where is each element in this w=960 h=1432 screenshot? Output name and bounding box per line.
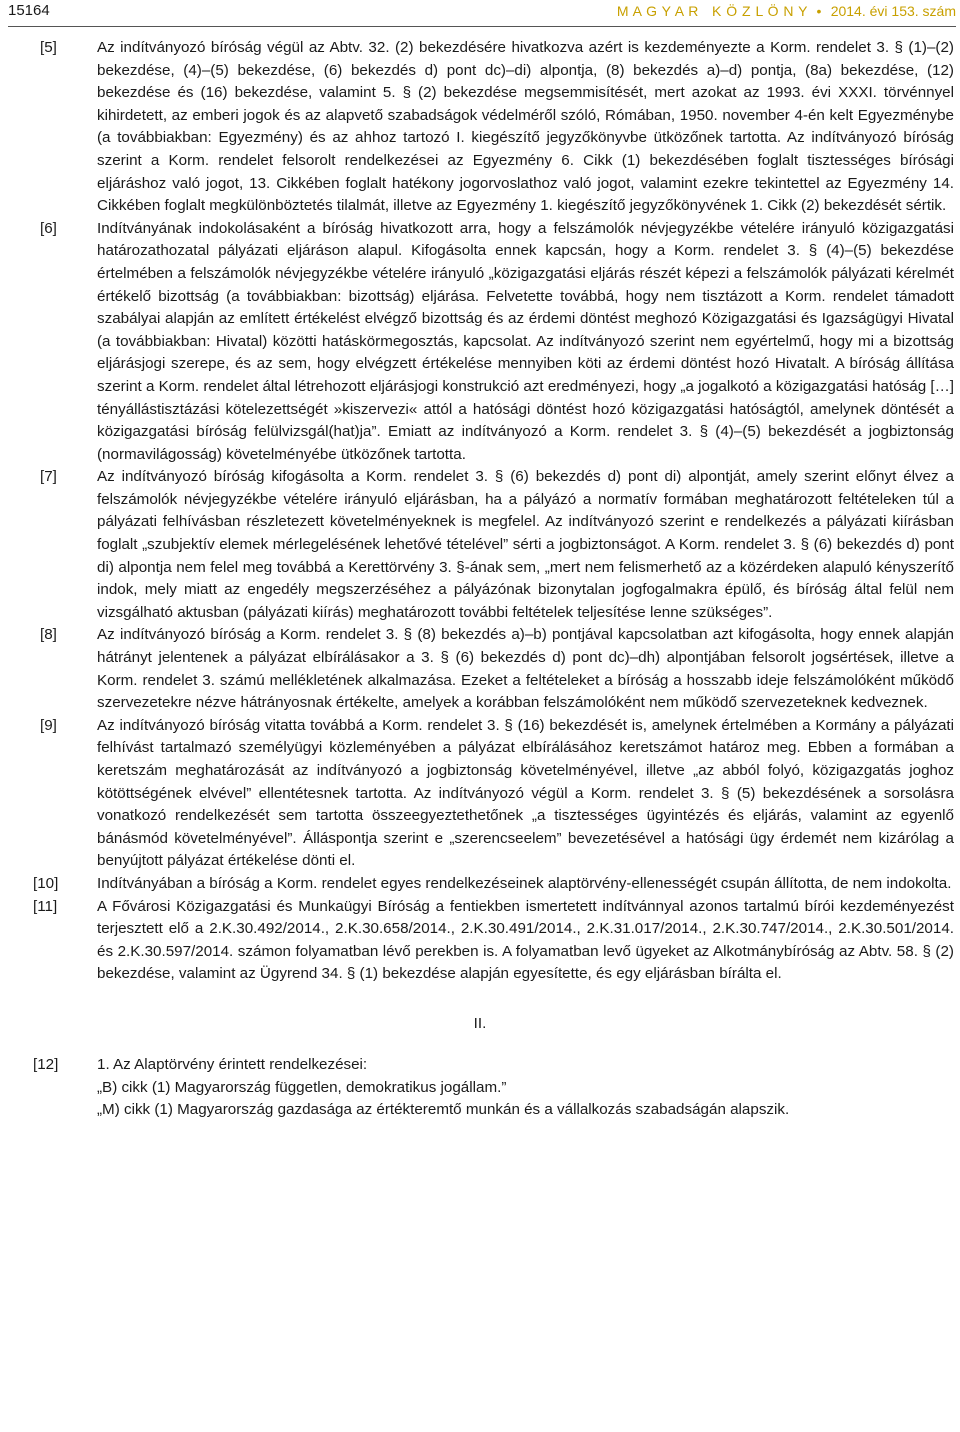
quote-m-article: „M) cikk (1) Magyarország gazdasága az értékteremtő munkán és a vállalkozás szabadságán alapszik. — [97, 1101, 790, 1119]
paragraph-number: [6] — [40, 219, 57, 237]
paragraph-text: Az indítványozó bíróság végül az Abtv. 32. (2) bekezdésére hivatkozva azért is kezdeményezte a Korm. rendelet 3. § (1)–(2) bekezdése, (4)–(5) bekezdése, (6) bekezdés d) pont dc)–di) alpontja, (8) bekezdés a)–d) pontja, (8a) bekezdése, (12) bekezdése és (16) bekezdése, valamint 5. § (2) bekezdése megsemmisítését, mert azokat az 1993. évi XXXI. törvénnyel kihirdetett, az emberi jogok és az alapvető szabadságok védelméről szóló, Rómában, 1950. november 4-én kelt Egyezménybe (a továbbiakban: Egyezmény) és az ahhoz tartozó I. kiegészítő jegyzőkönyvbe ütközőnek tartotta. Az indítványozó bíróság szerint a Korm. rendelet felsorolt rendelkezései az Egyezmény 6. Cikk (1) bekezdésében foglalt tisztességes bírósági eljáráshoz való jogot, 13. Cikkében foglalt hatékony jogorvoslathoz való jogot, valamint ezekre tekintettel az Egyezmény 14. Cikkében foglalt megkülönböztetés tilalmát, illetve az Egyezmény 1. kiegészítő jegyzőkönyvének 1. Cikk (2) bekezdését sértik. — [97, 39, 954, 215]
paragraph-number: [9] — [40, 716, 57, 734]
paragraph-9 — [0, 715, 960, 873]
paragraph-number: [8] — [40, 626, 57, 644]
paragraph-number: [5] — [40, 39, 57, 56]
paragraph-12 — [0, 1054, 960, 1122]
journal-name: M A G Y A R K Ö Z L Ö N Y • — [616, 3, 831, 19]
paragraph-7 — [0, 466, 960, 624]
paragraph-text: A Fővárosi Közigazgatási és Munkaügyi Bíróság a fentiekben ismertetett indítvánnyal azonos tartalmú bírói kezdeményezést terjesztett elő a 2.K.30.492/2014., 2.K.30.658/2014., 2.K.30.491/2014., 2.K.31.017/2014., 2.K.30.747/2014., 2.K.30.501/2014. és 2.K.30.597/2014. számon folyamatban lévő perekben is. A folyamatban levő ügyeket az Alkotmánybíróság az Abtv. 58. § (2) bekezdése, valamint az Ügyrend 34. § (1) bekezdése alapján egyesítette, és egy eljárásban bírálta el. — [97, 897, 954, 983]
paragraph-number: [11] — [33, 897, 58, 915]
section-heading: II. — [473, 1014, 487, 1032]
paragraph-10 — [0, 873, 960, 896]
page-number: 15164 — [8, 2, 50, 19]
document-body — [0, 37, 960, 1122]
paragraph-text: Indítványának indokolásaként a bíróság hivatkozott arra, hogy a felszámolók névjegyzékbe vételére irányuló közigazgatási határozathozatal pályázati eljáráson alapul. Kifogásolta ennek kapcsán, hogy a Korm. rendelet 3. § (4)–(5) bekezdése értelmében a felszámolók névjegyzékbe vételére irányuló „közigazgatási eljárás részét képezi a felszámolók pályázati kérelmét értékelő bizottság (a továbbiakban: bizottság) eljárása. Felvetette továbbá, hogy nem tisztázott a Korm. rendelet támadott szabályai alapján az említett értékelést elvégző bizottság és az érdemi döntést meghozó Közigazgatási és Igazságügyi Hivatal (a továbbiakban: Hivatal) közötti hatáskörmegosztás, kapcsolat. Az indítványozó szerint nem egyértelmű, hogy mi a bizottság eljárásjogi szerepe, és az sem, hogy elvégzett értékelése mennyiben köti az érdemi döntést hozó Hivatalt. A bíróság állítása szerint a Korm. rendelet által létrehozott eljárásjogi konstrukció azt eredményezi, hogy „a jogalkotó a közigazgatási hatóság […] tényállástisztázási kötelezettségét »kiszervezi« attól a hatósági döntést hozó közigazgatási hatóságtól, amelynek döntését a közigazgatási bíróság felülvizsgál(hat)ja”. Emiatt az indítványozó a Korm. rendelet 3. § (4)–(5) bekezdését a jogbiztonság (normavilágosság) követelményébe ütközőnek tartotta. — [97, 219, 954, 463]
paragraph-number: [12] — [33, 1055, 59, 1073]
page-header — [8, 0, 956, 27]
paragraph-text: Az indítványozó bíróság vitatta továbbá a Korm. rendelet 3. § (16) bekezdését is, amelynek értelmében a Kormány a pályázati felhívást tartalmazó személyügyi közleményében a pályázat elbírálásához keretszámot határoz meg. Ebben a formában a keretszám meghatározását az indítványozó a jogbiztonság követelményével, illetve „az abból folyó, közigazgatás joghoz kötöttségének elvével” ellentétesnek tartotta. Az indítványozó végül a Korm. rendelet 3. § (5) bekezdésének a sorsolásra vonatkozó rendelkezését sem tartotta összeegyeztethetőnek „a tisztességes ügyintézés és eljárás, valamint az egyenlő bánásmód követelményével”. Álláspontja szerint e „szerencseelem” bevezetésével a hatósági ügy érdemét nem kizárólag a benyújtott pályázat értékelése dönti el. — [97, 716, 954, 870]
paragraph-number: [7] — [40, 468, 57, 486]
paragraph-8 — [0, 624, 960, 714]
journal-issue: 2014. évi 153. szám — [830, 3, 956, 19]
paragraph-text: Az indítványozó bíróság a Korm. rendelet 3. § (8) bekezdés a)–b) pontjával kapcsolatban azt kifogásolta, hogy ennek alapján hátrányt jelentenek a pályázat elbírálásakor a 3. § (6) bekezdés d) pont dc)–dh) alpontjában felsorolt jogsértések, illetve a Korm. rendelet 3. számú mellékletének alkalmazása. Ezeket a feltételeket a bíróság a hosszabb ideje felszámolóként működő szervezetekre nézve hátrányosnak értékelte, amelyek a korábban felszámolóként nem működő szervezeteknek kedveznek. — [97, 626, 954, 712]
paragraph-11 — [0, 896, 960, 986]
paragraph-5 — [0, 37, 960, 218]
quote-b-article: „B) cikk (1) Magyarország független, demokratikus jogállam.” — [97, 1078, 507, 1096]
paragraph-text: Az indítványozó bíróság kifogásolta a Korm. rendelet 3. § (6) bekezdés d) pont di) alpontját, amely szerint előnyt élvez a felszámolók névjegyzékbe vételére irányuló eljárásban, ha a pályázó a normatív formában meghatározott feltételeken túl a pályázati felhívásban részletezett követelményeknek is megfelel. Az indítványozó szerint e rendelkezés a pályázati kiírásban foglalt „szubjektív elemek mérlegelésének lehetővé tételével” sérti a jogbiztonságot. A Korm. rendelet 3. § (6) bekezdés d) pont di) alpontja nem felel meg továbbá a Kerettörvény 3. §-ának sem, „mert nem felismerhető az a közérdeken alapuló kényszerítő indok, mely miatt az engedély megszerzéséhez a pályázónak bizonytalan jogfogalmakra épülő, és bíróság által felül nem vizsgálható aktusban (pályázati kiírás) meghatározott további feltételek teljesítése lenne szükséges”. — [97, 468, 954, 621]
journal-title — [617, 0, 956, 22]
paragraph-text: Indítványában a bíróság a Korm. rendelet egyes rendelkezéseinek alaptörvény-ellenességét csupán állította, de nem indokolta. — [97, 874, 952, 892]
paragraph-6 — [0, 218, 960, 467]
paragraph-intro: 1. Az Alaptörvény érintett rendelkezései: — [97, 1055, 368, 1073]
paragraph-number: [10] — [33, 874, 59, 892]
